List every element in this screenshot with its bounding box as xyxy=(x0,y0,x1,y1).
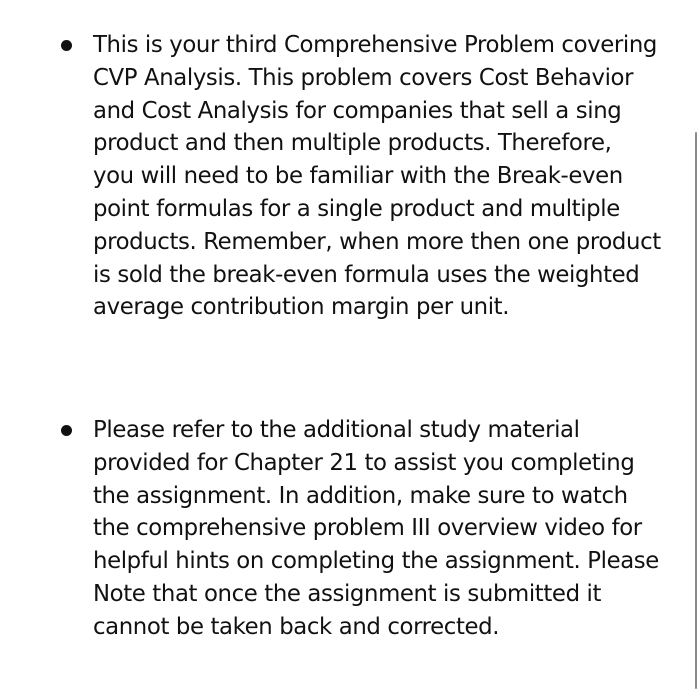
text-line: helpful hints on completing the assignment. Please xyxy=(93,548,659,575)
text-line: cannot be taken back and corrected. xyxy=(93,613,500,640)
text-line: point formulas for a single product and multiple xyxy=(93,196,620,222)
text-line: product and then multiple products. Therefore, xyxy=(93,130,612,157)
text-line: provided for Chapter 21 to assist you completing xyxy=(93,449,635,476)
scrollbar-thumb[interactable] xyxy=(695,132,697,689)
text-line: and Cost Analysis for companies that sell a sing xyxy=(93,97,622,124)
vertical-scrollbar[interactable] xyxy=(692,0,700,689)
text-line: you will need to be familiar with the Break-even xyxy=(93,163,623,190)
text-line: the comprehensive problem III overview video for xyxy=(93,515,642,542)
bullet-icon xyxy=(61,40,72,51)
text-line: Please refer to the additional study material xyxy=(93,417,580,443)
bullet-icon xyxy=(61,425,72,436)
text-line: products. Remember, when more then one product xyxy=(93,228,661,255)
text-line: This is your third Comprehensive Problem covering xyxy=(93,32,657,58)
text-line: CVP Analysis. This problem covers Cost Behavior xyxy=(93,64,634,91)
text-line: is sold the break-even formula uses the weighted xyxy=(93,261,640,288)
text-line: Note that once the assignment is submitted it xyxy=(93,581,602,607)
text-line: average contribution margin per unit. xyxy=(93,294,510,321)
text-line: the assignment. In addition, make sure to watch xyxy=(93,482,628,509)
